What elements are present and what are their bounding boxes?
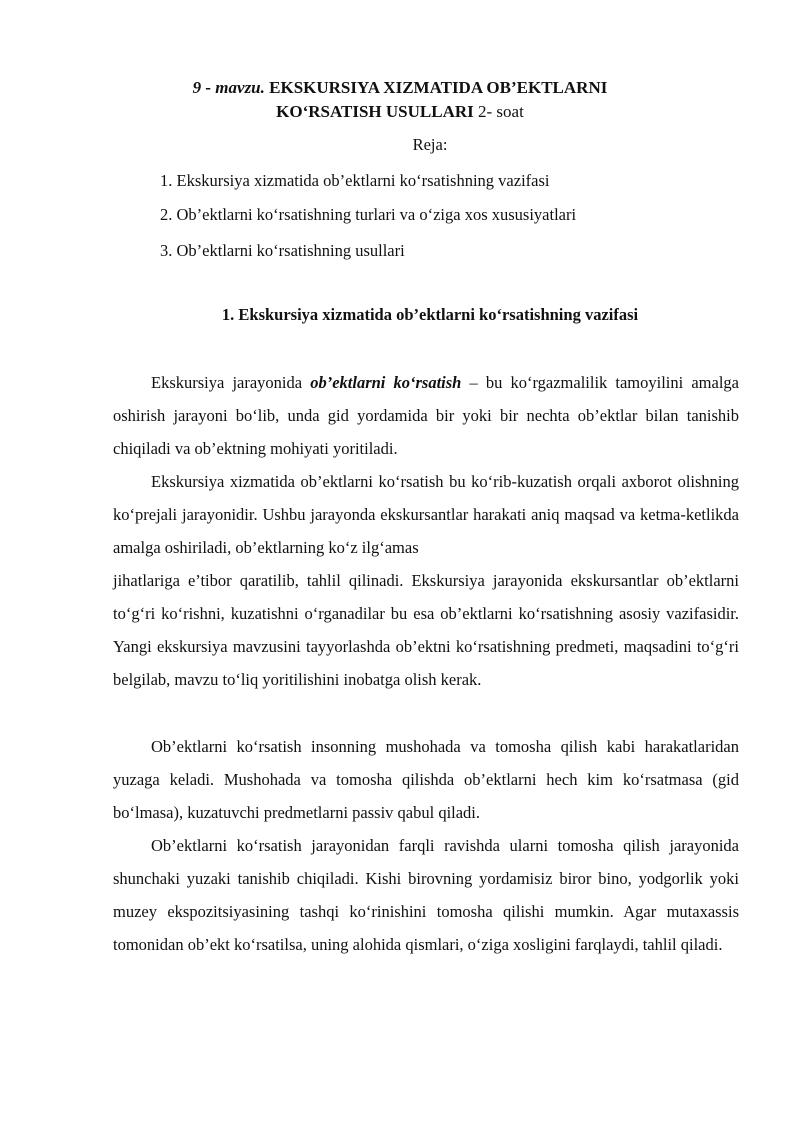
- paragraph-2-continued: [113, 564, 739, 696]
- plan-item-2: 2. Ob’ektlarni ko‘rsatishning turlari va o‘ziga xos xususiyatlari: [160, 205, 577, 224]
- paragraph-4: [113, 829, 739, 961]
- plan-item-3: 3. Ob’ektlarni ko‘rsatishning usullari: [160, 241, 405, 260]
- paragraph-1: [113, 366, 739, 465]
- plan-item-1: 1. Ekskursiya xizmatida ob’ektlarni ko‘rsatishning vazifasi: [160, 171, 550, 190]
- topic-title-line-2: [0, 102, 800, 122]
- paragraph-2-part-b: jihatlariga e’tibor qaratilib, tahlil qilinadi. Ekskursiya jarayonida ekskursantlar ob’ektlarni to‘g‘ri ko‘rishni, kuzatishni o‘rganadilar bu esa ob’ektlarni ko‘rsatishning asosiy vazifasidir. Yangi ekskursiya mavzusini tayyorlashda ob’ektni ko‘rsatishning predmeti, maqsadini to‘g‘ri belgilab, mavzu to‘liq yoritilishini inobatga olish kerak.: [113, 571, 739, 689]
- topic-title-line-1: [0, 78, 800, 98]
- paragraph-1-term: ob’ektlarni ko‘rsatish: [310, 373, 462, 392]
- topic-number: 9 - mavzu.: [192, 78, 265, 97]
- paragraph-2-part-a: Ekskursiya xizmatida ob’ektlarni ko‘rsatish bu ko‘rib-kuzatish orqali axborot olishning ko‘prejali jarayonidir. Ushbu jarayonda ekskursantlar harakati aniq maqsad va ketma-ketlikda amalga oshiriladi, ob’ektlarning ko‘z ilg‘amas: [113, 472, 739, 557]
- section-heading: 1. Ekskursiya xizmatida ob’ektlarni ko‘rsatishning vazifasi: [221, 305, 639, 324]
- paragraph-4-text: Ob’ektlarni ko‘rsatish jarayonidan farqli ravishda ularni tomosha qilish jarayonida shunchaki yuzaki tanishib chiqiladi. Kishi birovning yordamisiz biror bino, yodgorlik yoki muzey ekspozitsiyasining tashqi ko‘rinishini tomosha qilishi mumkin. Agar mutaxassis tomonidan ob’ekt ko‘rsatilsa, uning alohida qismlari, o‘ziga xosligini farqlaydi, tahlil qiladi.: [113, 836, 739, 954]
- paragraph-1-start: Ekskursiya jarayonida: [151, 373, 311, 392]
- plan-heading: Reja:: [412, 135, 448, 154]
- topic-hours: 2- soat: [478, 102, 524, 121]
- paragraph-1-rest: – bu ko‘rgazmalilik tamoyilini amalga oshirish jarayoni bo‘lib, unda gid yordamida bir yoki bir nechta ob’ektlar bilan tanishib chiqiladi va ob’ektning mohiyati yoritiladi.: [113, 373, 739, 458]
- paragraph-3-text: Ob’ektlarni ko‘rsatish insonning mushohada va tomosha qilish kabi harakatlaridan yuzaga keladi. Mushohada va tomosha qilishda ob’ektlarni hech kim ko‘rsatmasa (gid bo‘lmasa), kuzatuvchi predmetlarni passiv qabul qiladi.: [113, 737, 739, 822]
- topic-title-part-2: KO‘RSATISH USULLARI: [276, 102, 474, 121]
- paragraph-3: [113, 730, 739, 829]
- topic-title-part-1: EKSKURSIYA XIZMATIDA OB’EKTLARNI: [269, 78, 608, 97]
- paragraph-2: [113, 465, 739, 564]
